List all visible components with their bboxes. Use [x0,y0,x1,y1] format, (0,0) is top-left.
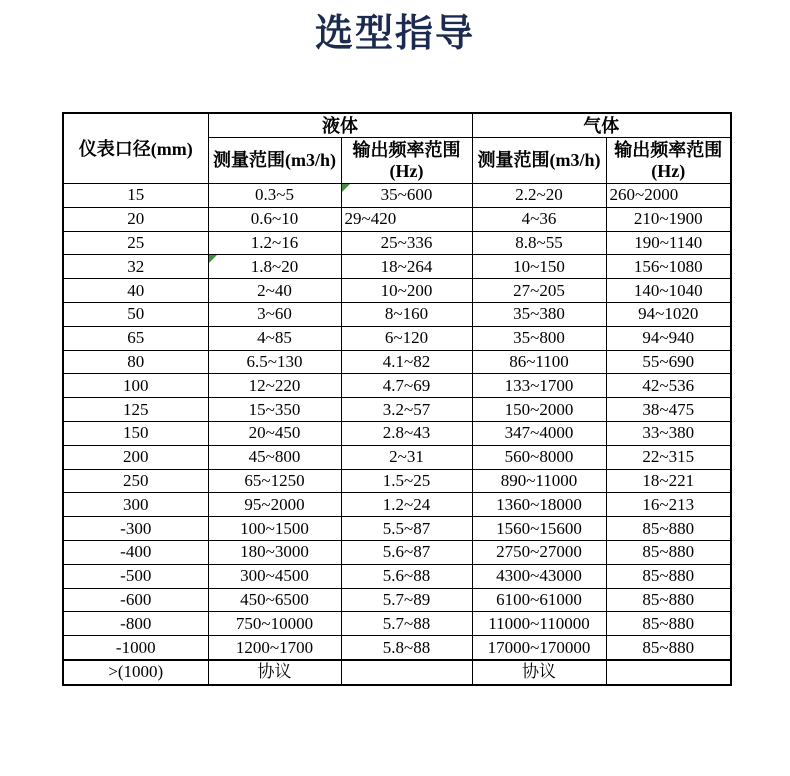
table-cell: 5.5~87 [341,517,472,541]
table-cell [606,660,731,685]
table-cell: 协议 [472,660,606,685]
table-row [63,540,731,564]
table-cell: 1.5~25 [341,469,472,493]
table-cell: 16~213 [606,493,731,517]
table-row [63,660,731,685]
header-liquid-freq-line2: (Hz) [389,160,424,181]
cell-diameter: 250 [63,469,208,493]
table-cell: 25~336 [341,231,472,255]
header-liquid-freq-line1: 输出频率范围 [352,139,461,160]
table-cell: 20~450 [208,421,341,445]
table-row [63,493,731,517]
table-cell: 15~350 [208,398,341,422]
table-cell: 4~36 [472,207,606,231]
table-cell: 450~6500 [208,588,341,612]
table-cell: 55~690 [606,350,731,374]
table-cell: 协议 [208,660,341,685]
table-cell: 2~31 [341,445,472,469]
table-cell: 94~1020 [606,302,731,326]
table-cell: 156~1080 [606,255,731,279]
table-row [63,374,731,398]
cell-diameter: -300 [63,517,208,541]
table-cell: 210~1900 [606,207,731,231]
cell-diameter: 80 [63,350,208,374]
table-cell: 560~8000 [472,445,606,469]
table-cell: 2.8~43 [341,421,472,445]
cell-diameter: 50 [63,302,208,326]
table-cell: 10~150 [472,255,606,279]
table-cell: 4.7~69 [341,374,472,398]
table-cell: 35~380 [472,302,606,326]
table-cell: 1.8~20 [208,255,341,279]
header-diameter: 仪表口径(mm) [63,113,208,184]
table-row [63,326,731,350]
cell-diameter: -1000 [63,636,208,660]
table-row [63,231,731,255]
table-cell: 10~200 [341,279,472,303]
table-cell: 27~205 [472,279,606,303]
table-row [63,207,731,231]
green-triangle-icon [209,255,217,263]
cell-diameter: 100 [63,374,208,398]
header-gas-freq-line1: 输出频率范围 [614,139,723,160]
selection-guide-table [62,112,732,686]
table-cell: 300~4500 [208,564,341,588]
table-cell: 890~11000 [472,469,606,493]
header-gas-freq [606,138,731,184]
table-cell: 85~880 [606,588,731,612]
table-cell: 150~2000 [472,398,606,422]
table-cell: 6.5~130 [208,350,341,374]
table-cell: 0.6~10 [208,207,341,231]
cell-diameter: -500 [63,564,208,588]
table-cell: 38~475 [606,398,731,422]
cell-diameter: 15 [63,184,208,208]
table-row [63,279,731,303]
cell-diameter: 125 [63,398,208,422]
table-cell: 95~2000 [208,493,341,517]
header-liquid-freq [341,138,472,184]
table-cell: 1.2~16 [208,231,341,255]
table-cell: 33~380 [606,421,731,445]
header-gas-freq-line2: (Hz) [651,160,686,181]
cell-diameter: 65 [63,326,208,350]
table-row [63,517,731,541]
table-cell: 5.6~88 [341,564,472,588]
table-row [63,636,731,660]
table-cell: 12~220 [208,374,341,398]
table-row [63,612,731,636]
table-body [63,184,731,685]
cell-diameter: 25 [63,231,208,255]
cell-diameter: -600 [63,588,208,612]
table-row [63,302,731,326]
cell-diameter: 40 [63,279,208,303]
page-title: 选型指导 [314,13,475,55]
table-row [63,184,731,208]
green-triangle-icon [342,184,350,192]
table-cell: 65~1250 [208,469,341,493]
table-cell: 8~160 [341,302,472,326]
header-gas-range: 测量范围(m3/h) [472,138,606,184]
cell-diameter: 32 [63,255,208,279]
cell-diameter: -800 [63,612,208,636]
header-liquid-range: 测量范围(m3/h) [208,138,341,184]
table-cell: 2~40 [208,279,341,303]
table-cell: 18~264 [341,255,472,279]
table-row [63,398,731,422]
table-cell: 4~85 [208,326,341,350]
table-cell: 11000~110000 [472,612,606,636]
table-cell: 18~221 [606,469,731,493]
table-row [63,421,731,445]
table-cell: 1200~1700 [208,636,341,660]
table-cell: 5.7~89 [341,588,472,612]
table-cell: 4300~43000 [472,564,606,588]
table-cell: 4.1~82 [341,350,472,374]
cell-diameter: >(1000) [63,660,208,685]
table-cell: 6100~61000 [472,588,606,612]
table-cell: 85~880 [606,517,731,541]
table-cell: 1360~18000 [472,493,606,517]
table-cell: 85~880 [606,564,731,588]
table-cell: 750~10000 [208,612,341,636]
table-cell: 29~420 [341,207,472,231]
table-cell: 85~880 [606,636,731,660]
table-cell: 5.8~88 [341,636,472,660]
table-cell [341,660,472,685]
table-cell: 17000~170000 [472,636,606,660]
table-cell: 190~1140 [606,231,731,255]
cell-diameter: -400 [63,540,208,564]
table-cell: 133~1700 [472,374,606,398]
table-cell: 2.2~20 [472,184,606,208]
table-cell: 85~880 [606,540,731,564]
table-cell: 260~2000 [606,184,731,208]
cell-diameter: 300 [63,493,208,517]
table-cell: 2750~27000 [472,540,606,564]
table-cell: 94~940 [606,326,731,350]
table-cell: 5.6~87 [341,540,472,564]
table-cell: 85~880 [606,612,731,636]
table-cell: 3~60 [208,302,341,326]
table-cell: 42~536 [606,374,731,398]
header-liquid-group: 液体 [208,113,472,138]
table-row [63,445,731,469]
table-cell: 35~800 [472,326,606,350]
table-cell: 1560~15600 [472,517,606,541]
header-row-groups [63,113,731,138]
table-cell: 6~120 [341,326,472,350]
table-row [63,564,731,588]
table-cell: 180~3000 [208,540,341,564]
table-cell: 22~315 [606,445,731,469]
table-cell: 35~600 [341,184,472,208]
table-cell: 347~4000 [472,421,606,445]
table-cell: 3.2~57 [341,398,472,422]
cell-diameter: 200 [63,445,208,469]
table-cell: 0.3~5 [208,184,341,208]
table-cell: 45~800 [208,445,341,469]
header-gas-group: 气体 [472,113,731,138]
cell-diameter: 150 [63,421,208,445]
table-cell: 5.7~88 [341,612,472,636]
table-row [63,255,731,279]
table-cell: 140~1040 [606,279,731,303]
table-row [63,350,731,374]
table-row [63,588,731,612]
table-cell: 8.8~55 [472,231,606,255]
table-row [63,469,731,493]
table-cell: 1.2~24 [341,493,472,517]
table-cell: 86~1100 [472,350,606,374]
cell-diameter: 20 [63,207,208,231]
table-cell: 100~1500 [208,517,341,541]
